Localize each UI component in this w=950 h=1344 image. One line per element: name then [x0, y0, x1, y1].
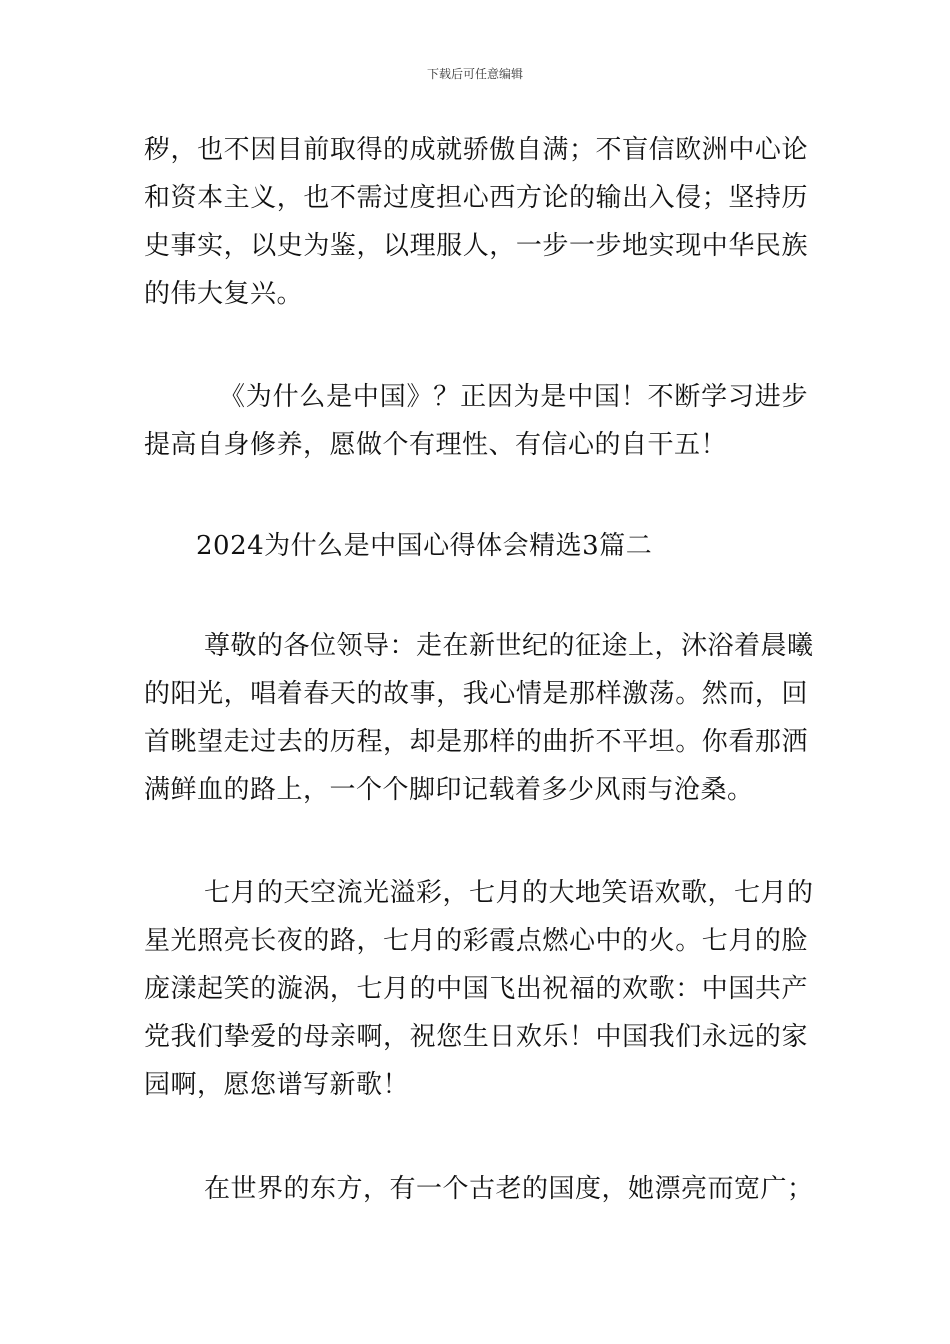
paragraph-line: 星光照亮长夜的路，七月的彩霞点燃心中的火。七月的脸	[144, 926, 808, 956]
paragraph-line: 秽，也不因目前取得的成就骄傲自满；不盲信欧洲中心论	[144, 135, 808, 165]
section-heading-text: 2024为什么是中国心得体会精选3篇二	[196, 531, 653, 561]
paragraph-line: 园啊，愿您谱写新歌！	[144, 1070, 410, 1100]
paragraph-line: 尊敬的各位领导：走在新世纪的征途上，沐浴着晨曦	[204, 631, 814, 661]
page-header: 下载后可任意编辑	[426, 67, 523, 81]
paragraph-1	[144, 126, 808, 318]
paragraph-line: 七月的天空流光溢彩，七月的大地笑语欢歌，七月的	[204, 878, 814, 908]
paragraph-3	[144, 622, 814, 814]
paragraph-line: 的阳光，唱着春天的故事，我心情是那样激荡。然而，回	[144, 679, 808, 709]
paragraph-line: 首眺望走过去的历程，却是那样的曲折不平坦。你看那洒	[144, 727, 808, 757]
paragraph-5	[144, 1165, 814, 1213]
section-heading	[144, 522, 808, 570]
paragraph-line: 《为什么是中国》？正因为是中国！不断学习进步	[219, 382, 808, 412]
paragraph-line: 和资本主义，也不需过度担心西方论的输出入侵；坚持历	[144, 183, 808, 213]
paragraph-line: 满鲜血的路上，一个个脚印记载着多少风雨与沧桑。	[144, 775, 754, 805]
paragraph-line: 庞漾起笑的漩涡，七月的中国飞出祝福的欢歌：中国共产	[144, 974, 808, 1004]
paragraph-line: 在世界的东方，有一个古老的国度，她漂亮而宽广；	[204, 1174, 814, 1204]
paragraph-line: 党我们挚爱的母亲啊，祝您生日欢乐！中国我们永远的家	[144, 1022, 808, 1052]
paragraph-2	[144, 373, 808, 469]
paragraph-4	[144, 869, 814, 1109]
paragraph-line: 提高自身修养，愿做个有理性、有信心的自干五！	[144, 430, 728, 460]
paragraph-line: 史事实，以史为鉴，以理服人，一步一步地实现中华民族	[144, 231, 808, 261]
paragraph-line: 的伟大复兴。	[144, 279, 304, 309]
